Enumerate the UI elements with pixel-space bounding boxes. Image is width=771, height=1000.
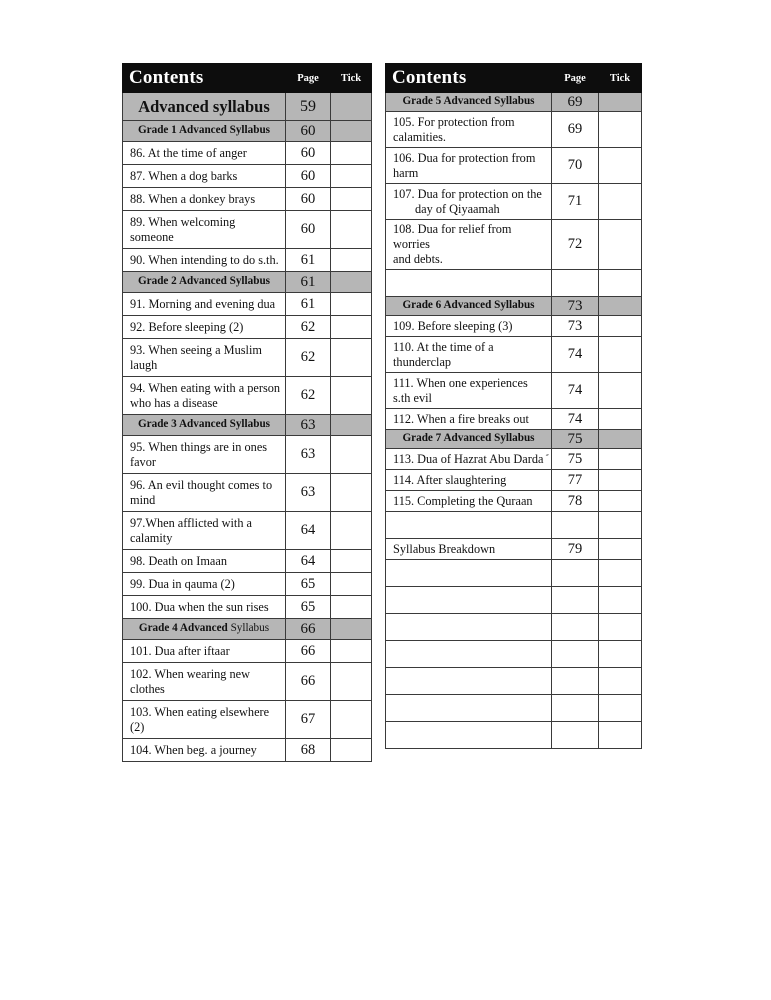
page-number-cell: 63: [286, 436, 331, 474]
page-number-cell: 78: [552, 491, 599, 512]
page-number-cell: 60: [286, 188, 331, 211]
tick-cell[interactable]: [331, 121, 372, 142]
table-row: [123, 377, 372, 415]
table-row: [386, 560, 642, 587]
entry-title: [386, 512, 552, 539]
section-label: Grade 4 Advanced Syllabus: [123, 619, 286, 640]
page-number-cell: [552, 560, 599, 587]
table-row: [386, 112, 642, 148]
table-row: [123, 249, 372, 272]
table-row: [386, 220, 642, 270]
entry-title: 103. When eating elsewhere (2): [123, 701, 286, 739]
section-label: Grade 2 Advanced Syllabus: [123, 272, 286, 293]
tick-cell[interactable]: [331, 377, 372, 415]
tick-cell[interactable]: [599, 184, 642, 220]
page-number-cell: 64: [286, 512, 331, 550]
table-row: [386, 587, 642, 614]
section-row: [123, 121, 372, 142]
table-row: [123, 339, 372, 377]
entry-title: 111. When one experiences s.th evil: [386, 373, 552, 409]
tick-cell[interactable]: [599, 316, 642, 337]
contents-header-title: Contents: [386, 64, 552, 93]
tick-cell[interactable]: [331, 249, 372, 272]
tick-cell[interactable]: [599, 148, 642, 184]
page-number-cell: 74: [552, 373, 599, 409]
page-number-cell: 74: [552, 409, 599, 430]
tick-cell[interactable]: [331, 165, 372, 188]
entry-title: [386, 270, 552, 297]
page-number-cell: 66: [286, 663, 331, 701]
entry-title: 106. Dua for protection from harm: [386, 148, 552, 184]
tick-cell[interactable]: [599, 587, 642, 614]
page-number-cell: 73: [552, 316, 599, 337]
table-row: [123, 701, 372, 739]
page-number-cell: 73: [552, 297, 599, 316]
table-row: [386, 539, 642, 560]
table-row: [123, 550, 372, 573]
page-number-cell: 67: [286, 701, 331, 739]
tick-cell[interactable]: [331, 573, 372, 596]
tick-cell[interactable]: [599, 641, 642, 668]
entry-title: 101. Dua after iftaar: [123, 640, 286, 663]
table-row: [123, 512, 372, 550]
section-label: Grade 7 Advanced Syllabus: [386, 430, 552, 449]
tick-cell[interactable]: [599, 560, 642, 587]
contents-table-right: [385, 63, 642, 749]
tick-cell[interactable]: [331, 188, 372, 211]
table-header-row: [386, 64, 642, 93]
tick-cell[interactable]: [599, 491, 642, 512]
table-row: [123, 211, 372, 249]
table-row: [386, 722, 642, 749]
page-number-cell: 66: [286, 640, 331, 663]
table-row: [386, 512, 642, 539]
tick-cell[interactable]: [599, 470, 642, 491]
table-row: [386, 184, 642, 220]
page-number-cell: 65: [286, 573, 331, 596]
entry-title: 109. Before sleeping (3): [386, 316, 552, 337]
tick-cell[interactable]: [331, 619, 372, 640]
section-row: [386, 297, 642, 316]
table-row: [386, 409, 642, 430]
entry-title: 88. When a donkey brays: [123, 188, 286, 211]
entry-title: [386, 668, 552, 695]
entry-title: 90. When intending to do s.th.: [123, 249, 286, 272]
tick-cell[interactable]: [331, 415, 372, 436]
tick-cell[interactable]: [599, 297, 642, 316]
table-row: [386, 270, 642, 297]
entry-title: 102. When wearing new clothes: [123, 663, 286, 701]
entry-title: [386, 641, 552, 668]
tick-cell[interactable]: [599, 695, 642, 722]
page-number-cell: 74: [552, 337, 599, 373]
section-label: Grade 1 Advanced Syllabus: [123, 121, 286, 142]
table-header-row: [123, 64, 372, 93]
page-number-cell: 79: [552, 539, 599, 560]
tick-cell[interactable]: [599, 430, 642, 449]
page-number-cell: 69: [552, 112, 599, 148]
page-number-cell: 63: [286, 415, 331, 436]
entry-title: [386, 560, 552, 587]
table-row: [123, 436, 372, 474]
entry-title: [386, 695, 552, 722]
contents-header-title: Contents: [123, 64, 286, 93]
entry-title: 105. For protection from calamities.: [386, 112, 552, 148]
page-number-cell: 68: [286, 739, 331, 762]
page-number-cell: 72: [552, 220, 599, 270]
section-row: [123, 272, 372, 293]
table-row: [123, 596, 372, 619]
entry-title: Syllabus Breakdown: [386, 539, 552, 560]
tick-cell[interactable]: [331, 211, 372, 249]
page-number-cell: 64: [286, 550, 331, 573]
page-number-cell: 66: [286, 619, 331, 640]
tick-cell[interactable]: [599, 512, 642, 539]
page-number-cell: [552, 614, 599, 641]
page-number-cell: 75: [552, 449, 599, 470]
table-row: [123, 663, 372, 701]
entry-title: 113. Dua of Hazrat Abu Darda: [386, 449, 552, 470]
page-number-cell: 63: [286, 474, 331, 512]
table-row: [386, 470, 642, 491]
entry-title: 104. When beg. a journey: [123, 739, 286, 762]
tick-cell[interactable]: [331, 339, 372, 377]
tick-cell[interactable]: [599, 722, 642, 749]
table-row: [123, 640, 372, 663]
page-number-cell: 71: [552, 184, 599, 220]
entry-title-line2: and debts.: [393, 251, 443, 266]
table-row: [386, 668, 642, 695]
contents-body-right: [386, 93, 642, 749]
entry-title: [386, 614, 552, 641]
section-row: [386, 93, 642, 112]
tick-cell[interactable]: [331, 663, 372, 701]
section-label: Grade 6 Advanced Syllabus: [386, 297, 552, 316]
entry-title: 87. When a dog barks: [123, 165, 286, 188]
tick-cell[interactable]: [331, 739, 372, 762]
page-number-cell: 62: [286, 339, 331, 377]
tick-cell[interactable]: [599, 220, 642, 270]
contents-header-tick: Tick: [599, 64, 642, 93]
page-number-cell: 69: [552, 93, 599, 112]
table-row: [386, 695, 642, 722]
page-number-cell: 77: [552, 470, 599, 491]
table-row: [123, 142, 372, 165]
table-row: [386, 614, 642, 641]
entry-title: 92. Before sleeping (2): [123, 316, 286, 339]
section-row: [123, 619, 372, 640]
tick-cell[interactable]: [599, 409, 642, 430]
section-row: [386, 430, 642, 449]
page-number-cell: 60: [286, 211, 331, 249]
section-label: Grade 3 Advanced Syllabus: [123, 415, 286, 436]
section-row: [123, 93, 372, 121]
contents-header-page: Page: [286, 64, 331, 93]
page-number-cell: [552, 668, 599, 695]
table-row: [123, 293, 372, 316]
entry-title: 86. At the time of anger: [123, 142, 286, 165]
table-row: [123, 573, 372, 596]
section-label-tail: Syllabus: [230, 622, 270, 635]
table-row: [386, 373, 642, 409]
tick-cell[interactable]: [331, 640, 372, 663]
contents-table-left: [122, 63, 372, 762]
page-number-cell: [552, 587, 599, 614]
entry-title: 95. When things are in ones favor: [123, 436, 286, 474]
table-row: [386, 316, 642, 337]
table-row: [386, 449, 642, 470]
contents-header-tick: Tick: [331, 64, 372, 93]
page-number-cell: 75: [552, 430, 599, 449]
tick-cell[interactable]: [331, 474, 372, 512]
page-number-cell: 60: [286, 165, 331, 188]
entry-title: 100. Dua when the sun rises: [123, 596, 286, 619]
tick-cell[interactable]: [331, 550, 372, 573]
tick-cell[interactable]: [331, 436, 372, 474]
section-label: Grade 5 Advanced Syllabus: [386, 93, 552, 112]
tick-cell[interactable]: [599, 93, 642, 112]
entry-title: 114. After slaughtering: [386, 470, 552, 491]
contents-header-page: Page: [552, 64, 599, 93]
tick-cell[interactable]: [331, 512, 372, 550]
page-number-cell: [552, 695, 599, 722]
page-number-cell: [552, 722, 599, 749]
tick-cell[interactable]: [331, 316, 372, 339]
entry-title: 94. When eating with a person who has a disease: [123, 377, 286, 415]
contents-body-left: [123, 93, 372, 762]
tick-cell[interactable]: [599, 373, 642, 409]
page-number-cell: 65: [286, 596, 331, 619]
entry-title: 91. Morning and evening dua: [123, 293, 286, 316]
entry-title: 112. When a fire breaks out: [386, 409, 552, 430]
entry-title: 96. An evil thought comes to mind: [123, 474, 286, 512]
tick-cell[interactable]: [599, 614, 642, 641]
page-number-cell: 62: [286, 316, 331, 339]
tick-cell[interactable]: [331, 293, 372, 316]
page-number-cell: 61: [286, 293, 331, 316]
table-row: [123, 188, 372, 211]
entry-title: 93. When seeing a Muslim laugh: [123, 339, 286, 377]
page-number-cell: 61: [286, 249, 331, 272]
tick-cell[interactable]: [331, 93, 372, 121]
page-number-cell: 60: [286, 121, 331, 142]
entry-title-line2: who has a disease: [130, 395, 218, 410]
entry-title: 89. When welcoming someone: [123, 211, 286, 249]
entry-title-line2: day of Qiyaamah: [415, 201, 500, 216]
table-row: [123, 165, 372, 188]
tick-cell[interactable]: [599, 668, 642, 695]
table-row: [123, 474, 372, 512]
entry-title: [386, 722, 552, 749]
table-row: [386, 148, 642, 184]
entry-title: 107. Dua for protection on the day of Qiyaamah: [386, 184, 552, 220]
page-number-cell: [552, 641, 599, 668]
entry-title: 99. Dua in qauma (2): [123, 573, 286, 596]
tick-cell[interactable]: [599, 270, 642, 297]
tick-cell[interactable]: [331, 596, 372, 619]
tick-cell[interactable]: [599, 337, 642, 373]
entry-title: 108. Dua for relief from worries and debts.: [386, 220, 552, 270]
table-row: [123, 316, 372, 339]
page-number-cell: 61: [286, 272, 331, 293]
table-row: [386, 337, 642, 373]
table-row: [386, 641, 642, 668]
page-number-cell: [552, 512, 599, 539]
entry-title: 115. Completing the Quraan: [386, 491, 552, 512]
section-label: Advanced syllabus: [123, 93, 286, 121]
page-number-cell: 59: [286, 93, 331, 121]
entry-title: 98. Death on Imaan: [123, 550, 286, 573]
page-number-cell: [552, 270, 599, 297]
entry-title: 97.When afflicted with a calamity: [123, 512, 286, 550]
page-number-cell: 60: [286, 142, 331, 165]
page-number-cell: 70: [552, 148, 599, 184]
section-row: [123, 415, 372, 436]
entry-title: 110. At the time of a thunderclap: [386, 337, 552, 373]
page-number-cell: 62: [286, 377, 331, 415]
table-row: [123, 739, 372, 762]
tick-cell[interactable]: [599, 539, 642, 560]
tick-cell[interactable]: [331, 272, 372, 293]
tick-cell[interactable]: [331, 142, 372, 165]
tick-cell[interactable]: [331, 701, 372, 739]
table-row: [386, 491, 642, 512]
tick-cell[interactable]: [599, 112, 642, 148]
tick-cell[interactable]: [599, 449, 642, 470]
entry-title: [386, 587, 552, 614]
